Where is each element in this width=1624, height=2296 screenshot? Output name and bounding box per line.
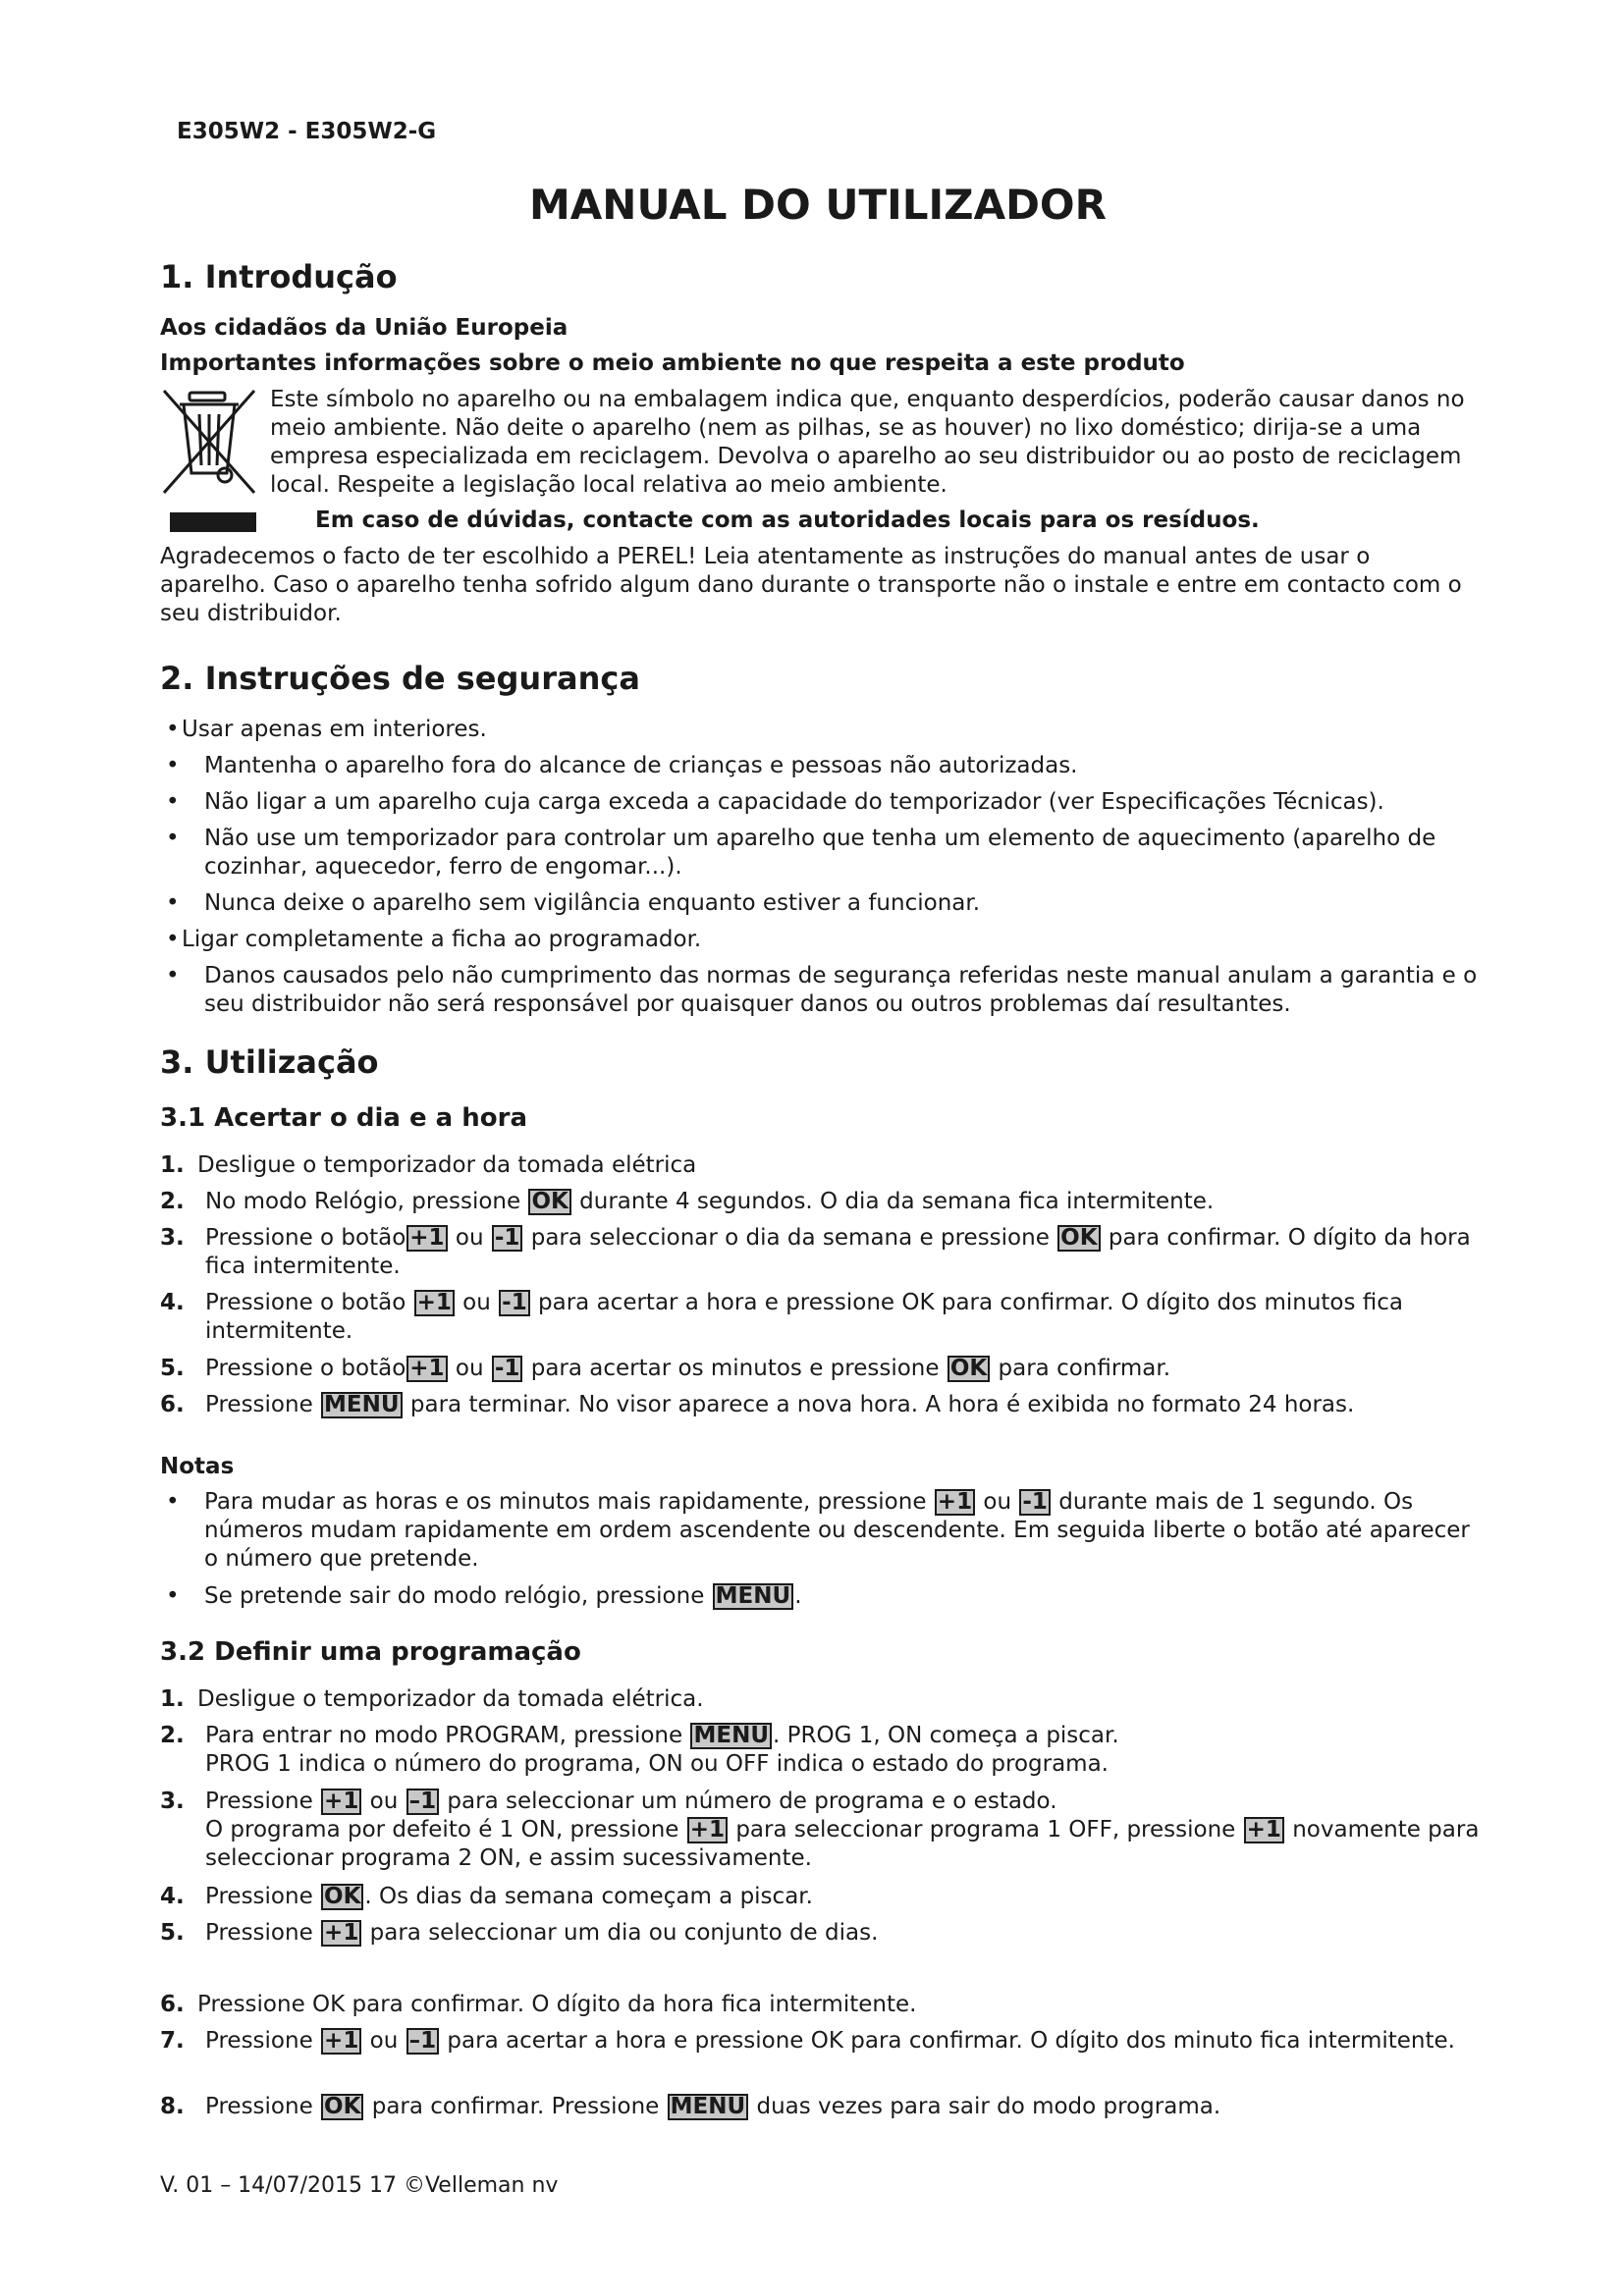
plus-one-key: +1: [414, 1290, 455, 1316]
step-item: 5. Pressione o botão +1 ou -1 para acertar os minutos e pressione OK para confirmar.: [160, 1356, 1171, 1381]
step-item: 6. Pressione MENU para terminar. No visor aparece a nova hora. A hora é exibida no formato 24 horas.: [160, 1392, 1355, 1417]
step-item: 8. Pressione OK para confirmar. Pressione MENU duas vezes para sair do modo programa.: [160, 2094, 1221, 2119]
plus-one-key: +1: [321, 1789, 361, 1815]
ok-key: OK: [947, 1356, 990, 1382]
step-item: 7. Pressione +1 ou –1 para acertar a hora e pressione OK para confirmar. O dígito dos minuto fica intermitente.: [160, 2028, 1455, 2054]
note-item: • Para mudar as horas e os minutos mais rapidamente, pressione +1 ou -1 durante mais de 1 segundo. Os números mudam rapidamente em ordem ascendente ou descendente. Em seguida liberte o botão até aparecer o número que pretende.: [166, 1489, 1470, 1572]
menu-key: MENU: [690, 1723, 772, 1749]
plus-one-key: +1: [687, 1817, 728, 1843]
heading-set-program: 3.2 Definir uma programação: [160, 1637, 581, 1667]
minus-one-key: -1: [492, 1356, 523, 1382]
model-number: E305W2 - E305W2-G: [177, 119, 437, 144]
step-item: 1. Desligue o temporizador da tomada elétrica.: [160, 1686, 704, 1712]
step-item: 4. Pressione OK . Os dias da semana começam a piscar.: [160, 1884, 813, 1909]
weee-bin-icon: [160, 387, 258, 497]
ok-key: OK: [1057, 1225, 1100, 1252]
menu-key: MENU: [321, 1392, 403, 1418]
minus-one-key: -1: [499, 1290, 530, 1316]
safety-item: • Não ligar a um aparelho cuja carga exceda a capacidade do temporizador (ver Especificações Técnicas).: [166, 789, 1384, 815]
minus-one-key: -1: [1019, 1489, 1051, 1516]
menu-key: MENU: [713, 1583, 794, 1610]
minus-one-key: –1: [406, 2028, 440, 2055]
environment-heading: Importantes informações sobre o meio ambiente no que respeita a este produto: [160, 350, 1185, 376]
heading-set-day-time: 3.1 Acertar o dia e a hora: [160, 1103, 528, 1133]
black-bar: [170, 512, 256, 532]
safety-item: • Danos causados pelo não cumprimento das normas de segurança referidas neste manual anulam a garantia e o seu distribuidor não será responsável por quaisquer danos ou outros problemas daí resultantes.: [166, 963, 1478, 1017]
safety-item: • Não use um temporizador para controlar um aparelho que tenha um elemento de aquecimento (aparelho de cozinhar, aquecedor, ferro de engomar...).: [166, 826, 1436, 880]
ok-key: OK: [321, 1884, 363, 1910]
note-item: • Se pretende sair do modo relógio, pressione MENU .: [166, 1583, 802, 1609]
step-item: 3. Pressione o botão +1 ou -1 para seleccionar o dia da semana e pressione OK para confirmar. O dígito da hora fica intermitente.: [160, 1225, 1471, 1279]
ok-key: OK: [321, 2094, 363, 2120]
thanks-text: Agradecemos o facto de ter escolhido a PEREL! Leia atentamente as instruções do manual antes de usar o aparelho. Caso o aparelho tenha sofrido algum dano durante o transporte não o instale e entre em contacto com o seu distribuidor.: [160, 544, 1462, 626]
plus-one-key: +1: [321, 1920, 361, 1947]
step-item: 3. Pressione +1 ou –1 para seleccionar um número de programa e o estado. O programa por defeito é 1 ON, pressione +1 para seleccionar programa 1 OFF, pressione +1 novamente para seleccionar programa 2 ON, e assim sucessivamente.: [160, 1789, 1480, 1871]
plus-one-key: +1: [406, 1225, 447, 1252]
safety-item: • Ligar completamente a ficha ao programador.: [166, 927, 702, 952]
heading-introduction: 1. Introdução: [160, 258, 398, 295]
weee-text: Este símbolo no aparelho ou na embalagem indica que, enquanto desperdícios, poderão causar danos no meio ambiente. Não deite o aparelho (nem as pilhas, se as houver) no lixo doméstico; dirija-se a uma empresa especializada em reciclagem. Devolva o aparelho ao seu distribuidor ou ao posto de reciclagem local. Respeite a legislação local relativa ao meio ambiente.: [270, 387, 1465, 498]
eu-citizens-heading: Aos cidadãos da União Europeia: [160, 315, 568, 341]
step-item: 6. Pressione OK para confirmar. O dígito da hora fica intermitente.: [160, 1992, 917, 2017]
safety-item: • Usar apenas em interiores.: [166, 717, 487, 742]
step-item: 5. Pressione +1 para seleccionar um dia ou conjunto de dias.: [160, 1920, 879, 1946]
step-item: 4. Pressione o botão +1 ou -1 para acertar a hora e pressione OK para confirmar. O dígito dos minutos fica intermitente.: [160, 1290, 1404, 1344]
safety-item: • Mantenha o aparelho fora do alcance de crianças e pessoas não autorizadas.: [166, 753, 1078, 778]
plus-one-key: +1: [1244, 1817, 1284, 1843]
plus-one-key: +1: [321, 2028, 361, 2055]
plus-one-key: +1: [406, 1356, 447, 1382]
step-item: 2. Para entrar no modo PROGRAM, pressione MENU . PROG 1, ON começa a piscar. PROG 1 indica o número do programa, ON ou OFF indica o estado do programa.: [160, 1723, 1119, 1777]
ok-key: OK: [528, 1189, 570, 1215]
safety-item: • Nunca deixe o aparelho sem vigilância enquanto estiver a funcionar.: [166, 890, 981, 916]
minus-one-key: –1: [406, 1789, 440, 1815]
minus-one-key: -1: [492, 1225, 523, 1252]
heading-safety: 2. Instruções de segurança: [160, 660, 640, 697]
doubt-text: Em caso de dúvidas, contacte com as autoridades locais para os resíduos.: [315, 507, 1260, 533]
heading-usage: 3. Utilização: [160, 1043, 379, 1081]
step-item: 2. No modo Relógio, pressione OK durante 4 segundos. O dia da semana fica intermitente.: [160, 1189, 1215, 1214]
page-title: MANUAL DO UTILIZADOR: [529, 181, 1107, 229]
plus-one-key: +1: [935, 1489, 975, 1516]
step-item: 1. Desligue o temporizador da tomada elétrica: [160, 1152, 697, 1178]
page-footer: V. 01 – 14/07/2015 17 ©Velleman nv: [160, 2173, 559, 2198]
notes-heading: Notas: [160, 1454, 235, 1479]
menu-key: MENU: [668, 2094, 749, 2120]
